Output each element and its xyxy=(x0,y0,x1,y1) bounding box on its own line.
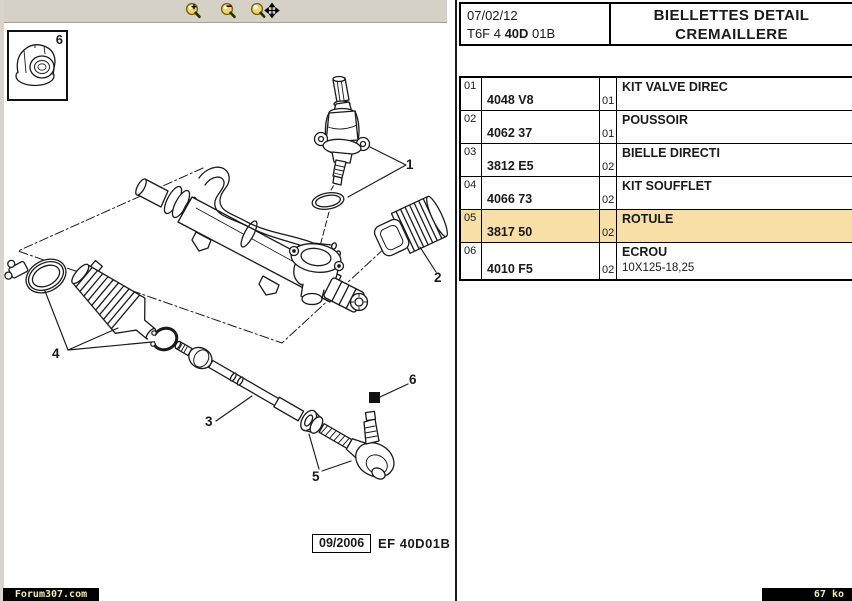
quantity-cell: 01 xyxy=(600,111,617,143)
sheet-header xyxy=(459,2,852,46)
row-number-cell: 05 xyxy=(461,210,482,242)
part-label-cell xyxy=(617,177,852,209)
valve-assembly-drawing[interactable] xyxy=(315,77,370,186)
rod-end-stud-drawing[interactable] xyxy=(364,411,379,444)
sheet-date: 07/02/12 xyxy=(467,8,518,23)
part-label-cell xyxy=(617,111,852,143)
part-reference-cell: 3812 E5 xyxy=(482,144,600,176)
part-reference-cell: 4066 73 xyxy=(482,177,600,209)
part-callout-6[interactable]: 6 xyxy=(409,372,417,387)
parts-table xyxy=(459,76,852,281)
row-number-cell: 02 xyxy=(461,111,482,143)
part-label-text: ROTULE xyxy=(622,212,674,226)
inset-part-number: 6 xyxy=(55,32,63,47)
sheet-title-line2: CREMAILLERE xyxy=(675,26,788,43)
part-callout-2[interactable]: 2 xyxy=(434,270,442,285)
part-reference-cell: 4010 F5 xyxy=(482,243,600,279)
rack-housing-drawing[interactable] xyxy=(134,167,368,313)
section-plane-line xyxy=(18,168,400,343)
quantity-cell: 02 xyxy=(600,243,617,279)
parts-row-05[interactable] xyxy=(461,210,852,243)
part-label-cell xyxy=(617,144,852,176)
plate-date-box: 09/2006 xyxy=(312,534,371,553)
sheet-title-line1: BIELLETTES DETAIL xyxy=(653,7,810,24)
part-reference-cell: 4062 37 xyxy=(482,111,600,143)
parts-row-01[interactable] xyxy=(461,78,852,111)
poussoir-drawing[interactable] xyxy=(370,194,451,263)
part-reference-cell: 4048 V8 xyxy=(482,78,600,110)
row-number-cell: 03 xyxy=(461,144,482,176)
sheet-code: T6F 4 40D 01B xyxy=(467,26,556,41)
parts-row-02[interactable] xyxy=(461,111,852,144)
quantity-cell: 02 xyxy=(600,144,617,176)
part-callout-1[interactable]: 1 xyxy=(406,157,414,172)
plate-code: EF 40D01B xyxy=(378,536,451,551)
part-label-cell xyxy=(617,78,852,110)
row-number-cell: 04 xyxy=(461,177,482,209)
part-reference-cell: 3817 50 xyxy=(482,210,600,242)
nut-position-marker xyxy=(369,392,380,403)
part-label-text: BIELLE DIRECTI xyxy=(622,146,720,160)
quantity-cell: 01 xyxy=(600,78,617,110)
o-ring-drawing[interactable] xyxy=(311,190,345,211)
tie-rod-drawing[interactable] xyxy=(168,331,401,484)
parts-row-04[interactable] xyxy=(461,177,852,210)
row-number-cell: 01 xyxy=(461,78,482,110)
parts-row-03[interactable] xyxy=(461,144,852,177)
sheet-title xyxy=(611,4,852,44)
part-label-text: KIT VALVE DIREC xyxy=(622,80,728,94)
part-label-cell xyxy=(617,210,852,242)
clamp-drawing[interactable] xyxy=(0,239,72,307)
parts-row-06[interactable] xyxy=(461,243,852,279)
parts-table-body xyxy=(461,78,852,279)
part-callout-4[interactable]: 4 xyxy=(52,346,60,361)
part-callout-5[interactable]: 5 xyxy=(312,469,320,484)
detail-inset-nut xyxy=(7,30,68,101)
part-label-text: ECROU xyxy=(622,245,668,259)
part-callout-3[interactable]: 3 xyxy=(205,414,213,429)
quantity-cell: 02 xyxy=(600,177,617,209)
part-note-text: 10X125-18,25 xyxy=(622,262,695,274)
part-label-text: KIT SOUFFLET xyxy=(622,179,712,193)
row-number-cell: 06 xyxy=(461,243,482,279)
sheet-meta xyxy=(461,4,611,44)
quantity-cell: 02 xyxy=(600,210,617,242)
part-label-text: POUSSOIR xyxy=(622,113,688,127)
file-size-badge: 67 ko xyxy=(762,588,852,601)
part-label-cell xyxy=(617,243,852,279)
watermark-site: Forum307.com xyxy=(3,588,99,601)
nut-icon xyxy=(9,32,62,94)
